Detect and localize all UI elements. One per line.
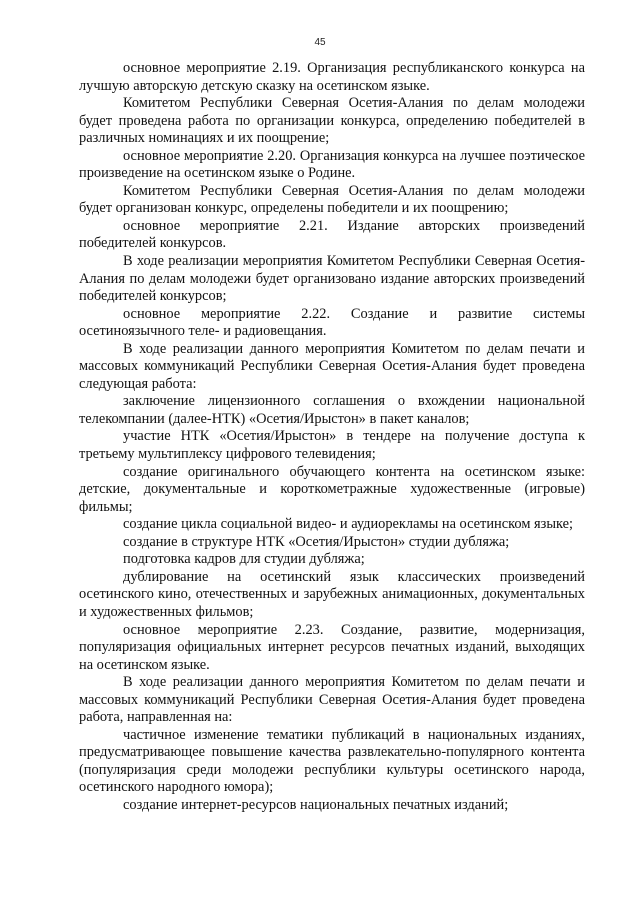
page-number: 45 — [314, 37, 326, 48]
paragraph: основное мероприятие 2.21. Издание авторских произведений победителей конкурсов. — [79, 217, 585, 252]
paragraph: основное мероприятие 2.23. Создание, развитие, модернизация, популяризация официальных интернет ресурсов печатных изданий, выходящих на осетинском языке. — [79, 621, 585, 673]
paragraph: создание оригинального обучающего контента на осетинском языке: детские, документальные и короткометражные художественные (игровые) фильмы; — [79, 463, 585, 515]
paragraph: подготовка кадров для студии дубляжа; — [123, 551, 365, 568]
paragraph: дублирование на осетинский язык классических произведений осетинского кино, отечественных и зарубежных анимационных, документальных и художественных фильмов; — [79, 568, 585, 620]
paragraph: В ходе реализации данного мероприятия Комитетом по делам печати и массовых коммуникаций Республики Северная Осетия-Алания будет проведена работа, направленная на: — [79, 674, 585, 726]
paragraph: создание в структуре НТК «Осетия/Ирыстон» студии дубляжа; — [123, 533, 510, 550]
paragraph: создание интернет-ресурсов национальных печатных изданий; — [123, 796, 509, 813]
paragraph: основное мероприятие 2.22. Создание и развитие системы осетиноязычного теле- и радиовещания. — [79, 305, 585, 340]
paragraph: В ходе реализации данного мероприятия Комитетом по делам печати и массовых коммуникаций Республики Северная Осетия-Алания будет проведена следующая работа: — [79, 340, 585, 392]
document-body — [79, 60, 585, 815]
paragraph: заключение лицензионного соглашения о вхождении национальной телекомпании (далее-НТК) «Осетия/Ирыстон» в пакет каналов; — [79, 393, 585, 427]
paragraph: основное мероприятие 2.20. Организация конкурса на лучшее поэтическое произведение на осетинском языке о Родине. — [79, 147, 585, 182]
paragraph: основное мероприятие 2.19. Организация республиканского конкурса на лучшую авторскую детскую сказку на осетинском языке. — [79, 60, 585, 94]
paragraph: участие НТК «Осетия/Ирыстон» в тендере на получение доступа к третьему мультиплексу цифрового телевидения; — [79, 428, 585, 463]
paragraph: Комитетом Республики Северная Осетия-Алания по делам молодежи будет организован конкурс, определены победители и их поощрению; — [79, 182, 585, 217]
paragraph: Комитетом Республики Северная Осетия-Алания по делам молодежи будет проведена работа по организации конкурса, определению победителей в различных номинациях и их поощрение; — [79, 95, 585, 147]
paragraph: частичное изменение тематики публикаций в национальных изданиях, предусматривающее повышение качества развлекательно-популярного контента (популяризация среди молодежи республики культуры осетинского народа, осетинского народного юмора); — [79, 726, 585, 796]
paragraph: В ходе реализации мероприятия Комитетом Республики Северная Осетия-Алания по делам молодежи будет организовано издание авторских произведений победителей конкурсов; — [79, 253, 585, 305]
paragraph: создание цикла социальной видео- и аудиорекламы на осетинском языке; — [123, 516, 574, 533]
